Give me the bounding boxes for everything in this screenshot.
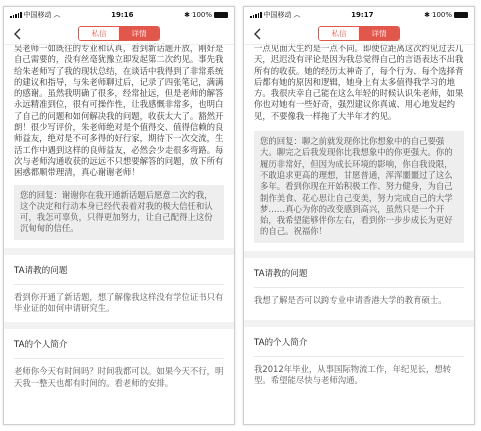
battery-percent: 100% bbox=[191, 11, 212, 19]
carrier-label: 中国移动 bbox=[263, 11, 292, 19]
status-time: 19:17 bbox=[351, 11, 374, 19]
nav-bar bbox=[244, 23, 474, 45]
battery-percent: 100% bbox=[431, 11, 452, 19]
chevron-left-icon bbox=[13, 28, 21, 40]
status-bar bbox=[244, 7, 474, 23]
review-text: 吴老师一如既往的专业和认真，看到新话题开放，刚好是自己需要的，没有丝毫犹豫立即发起第二次约见。事先我给朱老师写了我的现状总结，在谈话中我得到了非常系统的建议和指导，与朱老师聊过后，记录了四张笔记，满满的感谢。虽然我明确了很多，经常扯远，但是老师的解答永远精准到位，很有可操作性，让我感慨非常多，也明白了自己的问题和如何解决我的问题，收获太大了。豁然开朗！很少写评价，朱老师绝对是个值得交、值得信赖的良师益友，绝对是不可多得的好行家，期待下一次交流，生活工作中遇到这样的良师益友，必然会少走很多弯路。每次与老师沟通收获的远远不只想要解答的问题，放下所有困惑都顺带理清，真心谢谢老师！ bbox=[14, 43, 224, 178]
tab-private-message[interactable]: 私信 bbox=[319, 27, 359, 40]
question-section-title: TA请教的问题 bbox=[14, 255, 224, 285]
reply-box: 您的回复：聊之前就发现你比你想象中的自己要强大。聊完之后我发现你比我想象中的你更强大。你的履历非常好，但因为成长环境的影响，你自我设限，不敢追求更高的理想，甘愿普通，浑浑噩噩过了这么多年。看到你现在开始积极工作、努力健身，为自己制作美食、花心思让自己变美，努力完成自己的大学梦……真心为你的改变感到高兴，虽然只是一个开始，我希望能够伴你左右，看到你一步步成长为更好的自己。祝福你！ bbox=[254, 131, 464, 243]
section-divider bbox=[244, 320, 474, 327]
nav-bar bbox=[4, 23, 234, 45]
section-divider bbox=[4, 248, 234, 255]
section-divider bbox=[244, 251, 474, 258]
profile-text: 老师你今天有时间吗？时间我都可以。如果今天不行，明天我一整天也都有时间的。看老师的安排。 bbox=[14, 366, 224, 388]
back-button[interactable] bbox=[10, 27, 24, 41]
status-bar bbox=[4, 7, 234, 23]
bluetooth-icon: ✱ bbox=[424, 11, 430, 19]
tab-detail[interactable]: 详情 bbox=[119, 27, 159, 40]
signal-icon bbox=[250, 12, 262, 18]
back-button[interactable] bbox=[250, 27, 264, 41]
phone-screen-right bbox=[243, 6, 475, 425]
profile-text: 我2012年毕业，从事国际物流工作，年纪见长，想转型。希望能尽快与老师沟通。 bbox=[254, 364, 452, 386]
wifi-icon: ︵ bbox=[53, 11, 61, 19]
review-text: 一点见面大生约是一点不同。即使位距离这次约见过去几天，迟迟没有评论是因为我总觉得自己的言语表达不出我所有的收获。她的经历太神奇了，每个行为、每个选择背后都有她的原因和逻辑，她身上有太多值得我学习的地方。我很庆幸自己能在这么年轻的时候认识朱老师，如果你也对她有一些好奇，强烈建议你真诚、用心地发起约见，不要像我一样拖了大半年才约见。 bbox=[254, 43, 464, 121]
detail-content bbox=[244, 41, 474, 387]
detail-content bbox=[4, 41, 234, 389]
profile-section-title: TA的个人简介 bbox=[254, 327, 464, 357]
profile-section-title: TA的个人简介 bbox=[14, 329, 224, 359]
segmented-control bbox=[78, 26, 160, 41]
reply-box: 您的回复：谢谢你在我开通新话题后愿意二次约我，这个决定和行动本身已经代表着对我的极大信任和认可，我怎可辜负，只得更加努力，让自己配得上这份沉甸甸的信任。 bbox=[14, 185, 224, 240]
tab-detail[interactable]: 详情 bbox=[359, 27, 399, 40]
segmented-control bbox=[318, 26, 400, 41]
chevron-left-icon bbox=[253, 28, 261, 40]
question-text: 看到你开通了新话题，想了解像我这样没有学位证书只有毕业证的如何申请研究生。 bbox=[14, 291, 224, 314]
status-time: 19:16 bbox=[111, 11, 134, 19]
wifi-icon: ︵ bbox=[293, 11, 301, 19]
tab-private-message[interactable]: 私信 bbox=[79, 27, 119, 40]
question-text: 我想了解是否可以跨专业申请香港大学的教育硕士。 bbox=[254, 294, 447, 305]
bluetooth-icon: ✱ bbox=[184, 11, 190, 19]
phone-screen-left bbox=[3, 6, 235, 425]
signal-icon bbox=[10, 12, 22, 18]
battery-icon bbox=[454, 12, 468, 18]
section-divider bbox=[4, 322, 234, 329]
question-section-title: TA请教的问题 bbox=[254, 258, 464, 288]
battery-icon bbox=[214, 12, 228, 18]
carrier-label: 中国移动 bbox=[23, 11, 52, 19]
